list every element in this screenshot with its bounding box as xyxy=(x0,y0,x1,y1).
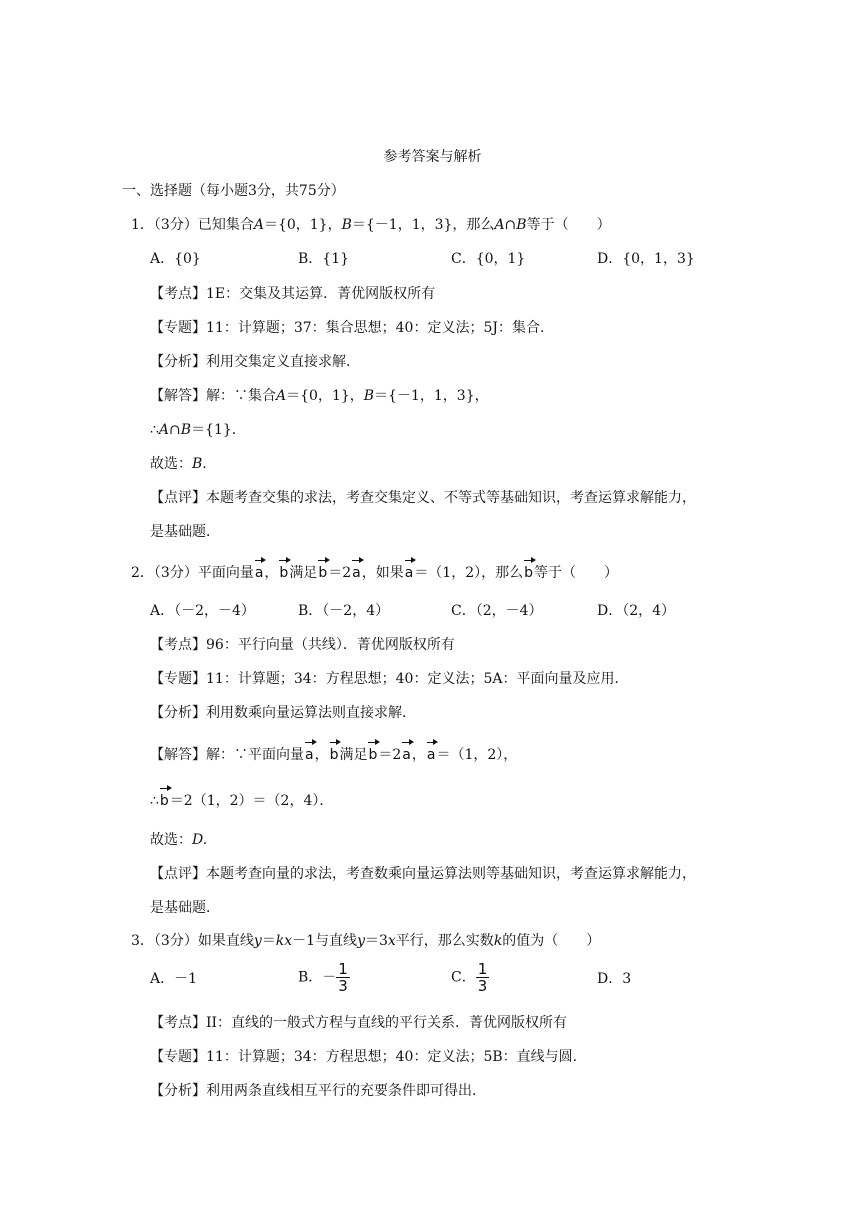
q3-stem-end: 的值为（ ） xyxy=(502,933,601,949)
q1-set-a-value: ＝{0，1}， xyxy=(263,217,342,233)
q2-fenxi: 【分析】利用数乘向量运算法则直接求解． xyxy=(150,705,416,721)
vector-b: b xyxy=(279,565,289,581)
q2-option-a: A．（－2，－4） xyxy=(150,603,255,619)
q3-option-d: D．3 xyxy=(597,971,632,987)
q1-intersection: A∩B xyxy=(494,217,527,233)
q1-jieda-set-b-value: ＝{－1，1，3}， xyxy=(374,388,489,404)
q2-answer-choice: D. xyxy=(192,832,208,848)
q2-dianping-cont: 是基础题． xyxy=(150,900,220,916)
fraction-denominator: 3 xyxy=(477,977,488,995)
q3-var-y2: y xyxy=(357,933,365,949)
q1-option-c: C．{0，1} xyxy=(451,251,526,267)
q2-jieda-value: ＝（1，2）， xyxy=(436,747,518,763)
vector-a: a xyxy=(404,565,414,581)
q2-stem-text: 2．（3分）平面向量 xyxy=(131,565,254,581)
q3-option-b-label: B． xyxy=(298,969,323,986)
q2-zhuanti: 【专题】11：计算题；34：方程思想；40：定义法；5A：平面向量及应用． xyxy=(150,671,629,687)
q2-equals-two: ＝2 xyxy=(328,565,352,581)
q2-dianping: 【点评】本题考查向量的求法，考查数乘向量运算法则等基础知识，考查运算求解能力， xyxy=(150,866,696,882)
q3-var-k: k xyxy=(493,933,503,949)
q1-jieda-set-a: A xyxy=(276,388,287,404)
q1-set-a: A xyxy=(253,217,264,233)
page-title: 参考答案与解析 xyxy=(383,149,482,165)
q2-result-value: ＝2（1，2）＝（2，4）． xyxy=(169,793,334,809)
q2-jieda-equals-two: ＝2 xyxy=(378,747,402,763)
q1-set-b-value: ＝{－1，1，3}，那么 xyxy=(351,217,495,233)
q3-parallel: 平行，那么实数 xyxy=(395,933,494,949)
vector-b: b xyxy=(524,565,534,581)
q2-jieda xyxy=(150,745,517,765)
q3-equals: ＝ xyxy=(261,933,276,949)
fraction-numerator: 1 xyxy=(477,960,488,978)
q3-minus-one: －1与直线 xyxy=(292,933,358,949)
q3-option-c-label: C． xyxy=(451,969,476,986)
q1-result-intersection: A∩B xyxy=(158,422,192,438)
q3-var-y: y xyxy=(253,933,262,949)
fraction-denominator: 3 xyxy=(338,977,348,995)
q3-option-a: A．－1 xyxy=(150,971,198,987)
q3-option-b xyxy=(298,961,350,994)
fraction-numerator: 1 xyxy=(338,960,348,978)
q3-option-c xyxy=(451,961,489,994)
vector-a: a xyxy=(305,747,314,763)
q2-option-b: B．（－2，4） xyxy=(298,603,390,619)
q1-kaodian: 【考点】1E：交集及其运算．菁优网版权所有 xyxy=(150,286,436,302)
q3-kaodian: 【考点】II：直线的一般式方程与直线的平行关系．菁优网版权所有 xyxy=(150,1015,568,1031)
vector-b: b xyxy=(318,565,328,581)
vector-a: a xyxy=(426,747,436,763)
vector-b: b xyxy=(159,793,169,809)
q2-jieda-satisfies: 满足 xyxy=(339,747,368,763)
therefore-symbol: ∴ xyxy=(150,422,159,438)
q2-value: ＝（1，2），那么 xyxy=(414,565,524,581)
q3-stem-text: 3．（3分）如果直线 xyxy=(131,933,254,949)
q2-therefore xyxy=(150,791,333,811)
q1-stem-end: 等于（ ） xyxy=(526,217,611,233)
question-2-stem xyxy=(131,563,618,583)
q1-option-b: B．{1} xyxy=(298,251,350,267)
q1-answer xyxy=(150,454,207,474)
q1-result-value: ＝{1}． xyxy=(191,422,246,438)
q2-satisfies: 满足 xyxy=(289,565,318,581)
q1-fenxi: 【分析】利用交集定义直接求解． xyxy=(150,354,360,370)
q2-kaodian: 【考点】96：平行向量（共线）．菁优网版权所有 xyxy=(150,637,455,653)
q2-jieda-text: 【解答】解：∵平面向量 xyxy=(150,747,304,763)
vector-a: a xyxy=(402,747,411,763)
q3-fraction-c xyxy=(476,961,490,994)
q2-option-c: C．（2，－4） xyxy=(451,603,543,619)
q1-jieda xyxy=(150,386,489,406)
q1-therefore xyxy=(150,420,246,440)
q1-answer-label: 故选： xyxy=(150,456,192,472)
vector-b: b xyxy=(329,747,339,763)
q3-zhuanti: 【专题】11：计算题；34：方程思想；40：定义法；5B：直线与圆． xyxy=(150,1049,587,1065)
q3-equals-three: ＝3 xyxy=(364,933,388,949)
q1-jieda-text: 【解答】解：∵集合 xyxy=(150,388,276,404)
q2-jieda-comma: ， xyxy=(411,747,426,763)
vector-a: a xyxy=(254,565,264,581)
q2-if: ，如果 xyxy=(361,565,404,581)
q3-fenxi: 【分析】利用两条直线相互平行的充要条件即可得出． xyxy=(150,1083,486,1099)
q2-comma: ， xyxy=(264,565,279,581)
q1-option-a: A．{0} xyxy=(150,251,201,267)
q1-jieda-set-b: B xyxy=(363,388,375,404)
q3-option-b-sign: － xyxy=(322,969,337,986)
q2-option-d: D．（2，4） xyxy=(597,603,676,619)
question-1-stem xyxy=(131,215,611,235)
q3-var-x: x xyxy=(387,933,396,949)
q1-zhuanti: 【专题】11：计算题；37：集合思想；40：定义法；5J：集合． xyxy=(150,320,554,336)
section-heading: 一、选择题（每小题3分，共75分） xyxy=(122,183,345,199)
q2-answer-label: 故选： xyxy=(150,832,192,848)
q1-stem-text: 1．（3分）已知集合 xyxy=(131,217,254,233)
q1-dianping-cont: 是基础题． xyxy=(150,524,220,540)
q1-option-d: D．{0，1，3} xyxy=(597,251,695,267)
q2-stem-end: 等于（ ） xyxy=(534,565,619,581)
q1-jieda-set-a-value: ＝{0，1}， xyxy=(286,388,364,404)
therefore-symbol: ∴ xyxy=(150,793,159,809)
vector-a: a xyxy=(352,565,361,581)
q1-dianping: 【点评】本题考查交集的求法，考查交集定义、不等式等基础知识，考查运算求解能力， xyxy=(150,490,696,506)
q3-fraction-b xyxy=(336,961,350,994)
q3-var-kx: kx xyxy=(275,933,293,949)
q2-comma: ， xyxy=(314,747,329,763)
q2-answer xyxy=(150,830,207,850)
q1-answer-choice: B. xyxy=(192,456,207,472)
question-3-stem xyxy=(131,931,600,951)
q1-set-b: B xyxy=(341,217,352,233)
vector-b: b xyxy=(368,747,378,763)
